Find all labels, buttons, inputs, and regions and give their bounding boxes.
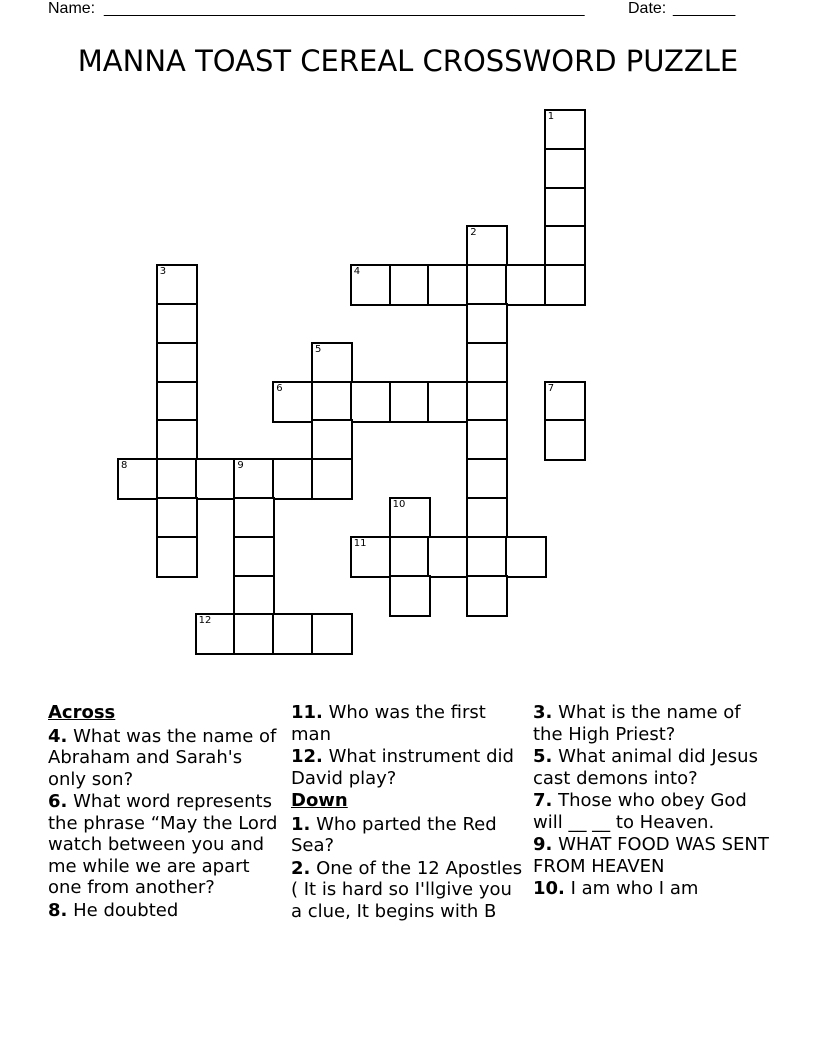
- clue-across-11: [291, 702, 523, 745]
- grid-cell[interactable]: [117, 458, 159, 500]
- grid-cell[interactable]: [156, 458, 198, 500]
- clue-down-5: [533, 746, 773, 789]
- grid-cell[interactable]: [156, 419, 198, 461]
- grid-cell[interactable]: [505, 264, 547, 306]
- clue-number: 11.: [291, 702, 323, 723]
- grid-cell[interactable]: [466, 264, 508, 306]
- clue-text: He doubted: [73, 899, 179, 921]
- grid-cell[interactable]: [389, 575, 431, 617]
- grid-cell[interactable]: [195, 458, 237, 500]
- grid-cell[interactable]: [272, 381, 314, 423]
- grid-cell[interactable]: [156, 497, 198, 539]
- cell-number: 7: [547, 382, 555, 394]
- cell-number: 6: [276, 382, 283, 394]
- name-label: Name:: [48, 0, 96, 17]
- clue-down-3: [533, 702, 773, 745]
- clue-down-9: [533, 834, 773, 877]
- clue-down-7: [533, 790, 773, 833]
- clue-text: Those who obey God will __ __ to Heaven.: [533, 790, 747, 833]
- cell-number: 12: [198, 615, 212, 627]
- grid-cell[interactable]: [156, 536, 198, 578]
- grid-cell[interactable]: [272, 613, 314, 655]
- grid-cell[interactable]: [389, 497, 431, 539]
- grid-cell[interactable]: [233, 536, 275, 578]
- down-heading: Down: [291, 790, 348, 811]
- clue-text: I am who I am: [570, 878, 699, 899]
- clue-number: 7.: [533, 790, 553, 811]
- grid-cell[interactable]: [350, 536, 392, 578]
- grid-cell[interactable]: [156, 342, 198, 384]
- clue-text: What word represents the phrase “May the Lord watch between you and me while we are apart one from another?: [48, 791, 278, 898]
- clue-down-2: [291, 858, 523, 923]
- grid-cell[interactable]: [466, 381, 508, 423]
- cell-number: 9: [237, 460, 244, 472]
- clues-column-1: [48, 702, 280, 922]
- cell-number: 8: [121, 460, 128, 472]
- grid-cell[interactable]: [466, 303, 508, 345]
- grid-cell[interactable]: [156, 381, 198, 423]
- grid-cell[interactable]: [466, 342, 508, 384]
- clue-text: What animal did Jesus cast demons into?: [533, 746, 758, 789]
- grid-cell[interactable]: [156, 264, 198, 306]
- grid-cell[interactable]: [311, 381, 353, 423]
- grid-cell[interactable]: [544, 264, 586, 306]
- grid-cell[interactable]: [544, 187, 586, 229]
- clue-text: What was the name of Abraham and Sarah's only son?: [48, 725, 277, 790]
- grid-cell[interactable]: [544, 148, 586, 190]
- clue-down-1: [291, 814, 523, 857]
- clue-text: What is the name of the High Priest?: [533, 702, 741, 745]
- grid-cell[interactable]: [233, 575, 275, 617]
- grid-cell[interactable]: [272, 458, 314, 500]
- grid-cell[interactable]: [195, 613, 237, 655]
- grid-cell[interactable]: [505, 536, 547, 578]
- across-heading: Across: [48, 702, 116, 723]
- clue-across-8: [48, 900, 280, 922]
- cell-number: 5: [315, 343, 322, 355]
- grid-cell[interactable]: [233, 458, 275, 500]
- grid-cell[interactable]: [311, 613, 353, 655]
- page-title: MANNA TOAST CEREAL CROSSWORD PUZZLE: [77, 44, 739, 78]
- cell-number: 1: [547, 111, 555, 122]
- grid-cell[interactable]: [233, 613, 275, 655]
- clue-number: 6.: [48, 791, 68, 812]
- grid-cell[interactable]: [466, 225, 508, 267]
- grid-cell[interactable]: [311, 419, 353, 461]
- clues-column-3: [533, 702, 773, 901]
- clue-number: 10.: [533, 878, 565, 899]
- clue-text: Who was the first man: [291, 702, 486, 745]
- grid-cell[interactable]: [544, 225, 586, 267]
- grid-cell[interactable]: [389, 264, 431, 306]
- grid-cell[interactable]: [427, 381, 469, 423]
- grid-cell[interactable]: [233, 497, 275, 539]
- grid-cell[interactable]: [466, 458, 508, 500]
- cell-number: 10: [392, 499, 406, 510]
- grid-cell[interactable]: [389, 381, 431, 423]
- grid-cell[interactable]: [156, 303, 198, 345]
- cell-number: 11: [353, 537, 367, 549]
- clue-text: WHAT FOOD WAS SENT FROM HEAVEN: [533, 834, 769, 877]
- grid-cell[interactable]: [544, 381, 586, 423]
- grid-cell[interactable]: [466, 575, 508, 617]
- clue-number: 5.: [533, 746, 553, 767]
- cell-number: 2: [470, 227, 477, 239]
- grid-cell[interactable]: [544, 109, 586, 151]
- clue-across-4: [48, 726, 280, 791]
- grid-cell[interactable]: [466, 497, 508, 539]
- clue-number: 9.: [533, 834, 553, 855]
- grid-cell[interactable]: [311, 458, 353, 500]
- grid-cell[interactable]: [389, 536, 431, 578]
- clue-number: 8.: [48, 899, 68, 921]
- grid-cell[interactable]: [544, 419, 586, 461]
- clue-down-10: [533, 878, 773, 900]
- clue-text: One of the 12 Apostles ( It is hard so I'llgive you a clue, It begins with B: [291, 857, 523, 922]
- clue-number: 2.: [291, 857, 311, 879]
- clue-text: What instrument did David play?: [291, 746, 514, 789]
- grid-cell[interactable]: [350, 381, 392, 423]
- clue-across-6: [48, 791, 280, 899]
- grid-cell[interactable]: [427, 536, 469, 578]
- grid-cell[interactable]: [350, 264, 392, 306]
- cell-number: 4: [353, 266, 361, 278]
- grid-cell[interactable]: [311, 342, 353, 384]
- clues-column-2: [291, 702, 523, 923]
- date-label: Date:: [628, 0, 667, 17]
- clue-text: Who parted the Red Sea?: [291, 813, 497, 856]
- clue-number: 4.: [48, 725, 68, 747]
- date-blank: _______: [673, 0, 736, 17]
- grid-cell[interactable]: [466, 536, 508, 578]
- clue-number: 1.: [291, 813, 311, 835]
- name-blank: ______________________________________________________: [104, 0, 585, 17]
- grid-cell[interactable]: [466, 419, 508, 461]
- grid-cell[interactable]: [427, 264, 469, 306]
- clue-number: 12.: [291, 746, 323, 767]
- cell-number: 3: [159, 266, 167, 278]
- clue-number: 3.: [533, 702, 553, 723]
- clue-across-12: [291, 746, 523, 789]
